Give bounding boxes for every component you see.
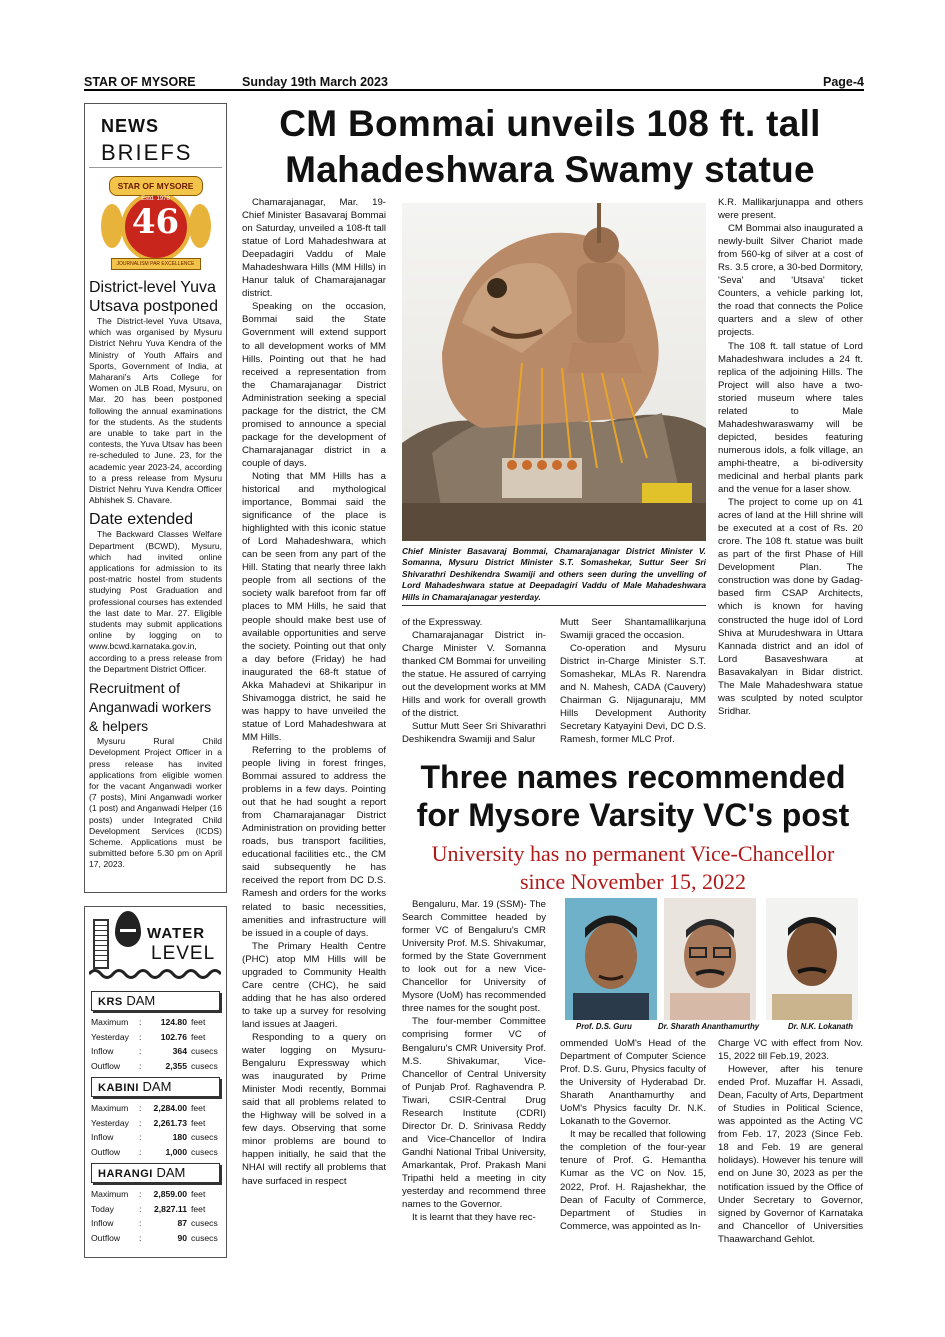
story1-col1: Chamarajanagar, Mar. 19- Chief Minister Basavaraj Bommai on Saturday, unveiled a 108-ft tall statue of Lord Mahadeshwara at Deepadagiri Vaddu of Male Mahadeshwara Hills (MM Hills) in Hanur taluk of Chamarajanagar district. Speaking on the occasion, Bommai said the State Government will extend support to all development works of MM Hills. Pointing out that he had received a representation from the Chamarajanagar District Administration seeking a special package for the district, the CM promised to announce a special package for the development of Chamarajanagar district in a couple of days. Noting that MM Hills has a historical and mythological importance, Bommai said the significance of the place is highlighted with this iconic statue of Lord Mahadeshwara, which can be seen from any part of the Hill. Stating that nearly three lakh people from all sections of the society walk barefoot from far off places to MM Hills, he said that people should make best use of available opportunities and serve the society. Pointing out that only a day before (Friday) he had inaugurated the 68-ft statue of Akka Mahadevi at Shikaripur in Shivamogga district, he said he was happy to have unveiled the statue of Lord Mahadeshwara at MM Hills. Referring to the problems of people living in forest fringes, Bommai assured to address the problems in a few days. Pointing out that he had sought a report from Chamarajanagar District Administration on providing better roads, bus transport facilities, educational facilities etc., the CM said subsequently he has received the report from DC D.S. Ramesh and orders for the works related to basic necessities, amenities and infrastructure will be issued in a couple of days. The Primary Health Centre (PHC) atop MM Hills will be upgraded to Community Health Care centre (CHC), he said adding that he has also ordered to take up a survey for resolving land issues at Jaageri. Responding to a query on water logging on Mysuru-Bengaluru Expressway which was inaugurated by Prime Minister Modi recently, Bommai said that all problems related to the Highway will be solved in a few days. Observing that some minor problems are bound to happen initially, he said that the NHAI will rectify all problems that have surfaced in respect: [242, 197, 386, 1187]
story2-headline-line1: Three names recommended: [420, 759, 846, 795]
brief-body-yuva: The District-level Yuva Utsava, which was organised by Mysuru District Nehru Yuva Kendra of the Ministry of Youth Affairs and Sports, Government of India, at Maharani's Arts College for Women on JLB Road, Mysuru, on Mar. 20 has been postponed following the annual examinations for the students. As the students are unable to take part in the contests, the Yuva Utsav has been re-scheduled to June. 23, for the academic year 2023-24, according to a press release from Mysuru District Nehru Yuva Kendra Officer Abhishek S. Chavare.: [89, 316, 222, 506]
table-row: Maximum : 2,859.00 feet: [91, 1189, 206, 1200]
table-row: Outflow : 90 cusecs: [91, 1232, 218, 1243]
emblem-wing-right: [189, 204, 211, 248]
krs-dam-table: [91, 1015, 223, 1073]
brief-title-anganwadi: Recruitment of Anganwadi workers & helpers: [89, 680, 212, 735]
paper-name: STAR OF MYSORE: [84, 75, 196, 89]
portrait-caption-guru: Prof. D.S. Guru: [576, 1022, 632, 1031]
table-row: Outflow : 1,000 cusecs: [91, 1146, 218, 1157]
water-level-header: [85, 907, 226, 987]
photo-caption: Chief Minister Basavaraj Bommai, Chamarajanagar District Minister V. Somanna, Mysuru District Minister S.T. Somashekar, Suttur Seer Sri Shivarathri Deshikendra Swamiji and others seen during the unvelling of Lord Mahadeshwara statue at Deepadagiri Vaddu of Male Mahadeshwara Hills in Chamarajanagar yesterday.: [402, 546, 706, 606]
brief-title-yuva: District-level Yuva Utsava postponed: [89, 279, 218, 315]
issue-date: Sunday 19th March 2023: [242, 75, 388, 89]
table-row: Today : 2,827.11 feet: [91, 1203, 206, 1214]
kabini-dam-label: KABINI DAM: [91, 1077, 220, 1097]
story2-col1: Bengaluru, Mar. 19 (SSM)- The Search Committee headed by former VC of Bengaluru's CMR University Prof. M.S. Shivakumar, formed by the State Government to look out for a new Vice-Chancellor for University of Mysore (UoM) has recommended three names for the sought post. The four-member Committee comprising former VC of Bengaluru's CMR University Prof. M.S. Shivakumar, Vice-Chancellor of Central University of Punjab Prof. Raghavendra P. Tiwari, CSIR-Central Drug Research Institute (CDRI) Director Dr. D. Srinivasa Reddy and Vice-Chancellor of Indira Gandhi National Tribal University, Amarkantak, Prof. Prakash Mani Tripathi held a meeting in city yesterday and recommend three names to the Governor. It is learnt that they have rec-: [402, 899, 546, 1224]
portrait-sharath: [664, 898, 756, 1020]
masthead: [84, 75, 864, 91]
portrait-caption-lokanath: Dr. N.K. Lokanath: [788, 1022, 853, 1031]
harangi-dam-label: HARANGI DAM: [91, 1163, 220, 1183]
story1-col4: K.R. Mallikarjunappa and others were present. CM Bommai also inaugurated a newly-built Silver Chariot made from 560-kg of silver at a cost of Rs. 3.5 crore, a 30-bed Dormitory, 'Seva' and 'Utsava' ticket Counters, a vehicle parking lot, the road that connects the Police quarters and a slew of other projects. The 108 ft. tall statue of Lord Mahadeshwara includes a 24 ft. replica of the adjoining Hills. The Project will also have a two-storied museum where tales related to Male Mahadeshwaraswamy will be depicted, besides featuring numerous idols, a folk village, an amphi-theatre, a bi-odiversity medicinal and herbal plants park and the venue for a laser show. The project to come up on 41 acres of land at the Hill shrine will be executed at a cost of Rs. 20 crore. The 108 ft. statue was built as part of the first Phase of Hill Development Plan. The construction was done by Gadag-based firm CSAP Architects, which is known for having constructed the huge idol of Lord Shiva at Murudeshwara in Uttara Kannada district and an idol of Lord Basaveshwara at Basavakalyan in Bidar district. The Male Mahadeshwara statue was sculpted by noted sculptor Sridhar.: [718, 197, 863, 717]
waves-icon: [89, 967, 221, 981]
story2-col3: Charge VC with effect from Nov. 15, 2022 till Feb.19, 2023. However, after his tenure ended Prof. Muzaffar H. Assadi, Dean, Faculty of Arts, Department of Studies in Political Science, was appointed as the Acting VC from Feb. 17, 2023 (Since Feb. 18 and Feb. 19 are general holidays). However his tenure will end on June 30, 2023 as per the notification issued by the Office of Under Secretary to Governor, signed by Governor of Karnataka and Chancellor of Universities Thaawarchand Gehlot.: [718, 1038, 863, 1245]
table-row: Inflow : 364 cusecs: [91, 1046, 218, 1057]
brief-body-anganwadi: Mysuru Rural Child Development Project Officer in a press release has invited applications from eligible women for the vacant Anganwadi worker (7 posts), Mini Anganwadi worker (1 post) and Anganwadi Helper (16 posts) under Integrated Child Development Services (ICDS) Scheme. Applications must be submitted before 5.30 pm on April 17, 2023.: [89, 736, 222, 870]
emblem-wing-left: [101, 204, 123, 248]
table-row: Outflow : 2,355 cusecs: [91, 1060, 218, 1071]
emblem-number: 46: [131, 202, 180, 242]
kabini-dam-table: [91, 1101, 223, 1159]
table-row: Maximum : 2,284.00 feet: [91, 1103, 206, 1114]
statue-photo: [402, 203, 706, 541]
briefs-briefs-label: BRIEFS: [101, 140, 193, 165]
table-row: Inflow : 180 cusecs: [91, 1132, 218, 1143]
water-word: WATER: [147, 925, 206, 942]
story1-headline-line1: CM Bommai unveils 108 ft. tall: [279, 103, 821, 144]
story2-col2: ommended UoM's Head of the Department of Computer Science Prof. D.S. Guru, Physics faculty of the University of Hyderabad Dr. Sharath Ananthamurthy and UoM's Physics faculty Dr. N.K. Lokanath to the Governor. It may be recalled that following the completion of the four-year tenure of Prof. G. Hemantha Kumar as the VC on Nov. 15, 2022, Prof. H. Rajashekhar, the Dean of Faculty of Commerce, Department of Studies in Commerce, was appointed as In-: [560, 1038, 706, 1232]
portrait-caption-sharath: Dr. Sharath Ananthamurthy: [658, 1022, 760, 1031]
story2-headline: [402, 758, 864, 834]
water-level-box: [84, 906, 227, 1258]
water-drop-icon: [115, 911, 141, 947]
story2-sub-line2: since November 15, 2022: [519, 869, 747, 894]
harangi-dam-table: [91, 1187, 223, 1245]
story1-col2: of the Expressway. Chamarajanagar District in-Charge Minister V. Somanna thanked CM Bommai for unveiling the statue. He assured of carrying out the development works at MM Hills and work for overall growth of the district. Suttur Mutt Seer Sri Shivarathri Deshikendra Swamiji and Salur: [402, 617, 546, 746]
story2-sub-line1: University has no permanent Vice-Chancellor: [431, 841, 835, 866]
story2-subheadline: [402, 840, 864, 896]
briefs-news-label: NEWS: [101, 116, 159, 136]
story2-headline-line2: for Mysore Varsity VC's post: [416, 797, 850, 833]
level-word: LEVEL: [151, 943, 216, 964]
portrait-guru: [565, 898, 657, 1020]
emblem-banner: STAR OF MYSORE: [109, 176, 203, 196]
story1-headline-line2: Mahadeshwara Swamy statue: [285, 149, 815, 190]
story1-headline: [236, 101, 864, 193]
table-row: Maximum : 124.80 feet: [91, 1017, 206, 1028]
gauge-icon: [93, 919, 109, 969]
emblem-ribbon: JOURNALISM PAR EXCELLENCE: [111, 258, 201, 270]
brief-title-date: Date extended: [89, 511, 194, 529]
krs-dam-label: KRS DAM: [91, 991, 220, 1011]
emblem-est: Estd. 1978: [141, 196, 170, 202]
table-row: Yesterday : 2,261.73 feet: [91, 1117, 206, 1128]
anniversary-emblem: [101, 174, 211, 274]
portrait-lokanath: [766, 898, 858, 1020]
page-number: Page-4: [823, 75, 864, 89]
story1-col3: Mutt Seer Shantamallikarjuna Swamiji graced the occasion. Co-operation and Mysuru District in-Charge Minister S.T. Somashekar, MLAs R. Narendra and N. Mahesh, CADA (Cauvery) Chairman G. Nijagunaraju, MM Hills Development Authority Secretary Katyayini Devi, DC D.S. Ramesh, former MLC Prof.: [560, 617, 706, 746]
table-row: Inflow : 87 cusecs: [91, 1218, 218, 1229]
news-briefs-box: [84, 103, 227, 893]
brief-body-date: The Backward Classes Welfare Department (BCWD), Mysuru, which had invited online applications for admission to its post-matric hostel from students studying Post Graduation and professional courses has extended the last date to Mar. 27. Eligible students may submit applications online by logging on to www.bcwd.karnataka.gov.in, according to a press release from the Department District Officer.: [89, 529, 222, 674]
table-row: Yesterday : 102.76 feet: [91, 1031, 206, 1042]
briefs-header: [89, 108, 222, 168]
